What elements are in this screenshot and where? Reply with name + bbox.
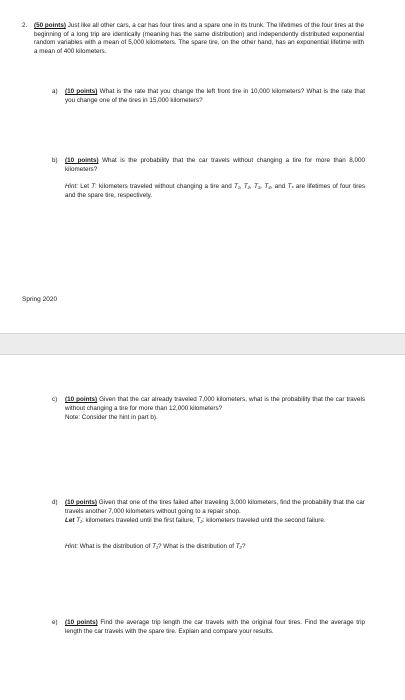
part-d-hint-label: Hint: [65, 543, 78, 550]
part-a [65, 88, 365, 105]
part-e [65, 619, 365, 636]
part-d-let-var1: T₁ [76, 517, 83, 524]
part-d-let-var2: T₂ [196, 517, 203, 524]
part-b-hint-label: Hint: [65, 183, 78, 190]
problem-statement [34, 22, 364, 56]
part-d-let-label: Let [65, 517, 75, 524]
part-d [65, 499, 365, 516]
part-a-text: What is the rate that you change the left front tire in 10,000 kilometers? What is the rate that you change one of the tires in 15,000 kilometers? [65, 88, 365, 104]
part-b-hint [65, 183, 365, 200]
part-a-label: a) [52, 88, 58, 95]
part-d-hint-text2: ? What is the distribution of [158, 543, 234, 550]
part-b-hint-text-2: : kilometers traveled without changing a tire and [95, 183, 232, 190]
part-d-hint-text1: What is the distribution of [79, 543, 151, 550]
part-b-label: b) [52, 157, 58, 164]
part-d-let [65, 517, 365, 526]
part-d-let-text2: : kilometers traveled until the second failure. [202, 517, 326, 524]
part-c [65, 396, 365, 413]
page-break [0, 333, 405, 355]
part-d-text: Given that one of the tires failed after traveling 3,000 kilometers, find the probability that the car travels another 7,000 kilometers without going to a repair shop. [65, 499, 365, 515]
part-b-text: What is the probability that the car travels without changing a tire for more than 8,000 kilometers? [65, 157, 365, 173]
part-b [65, 157, 365, 174]
part-d-points: (10 points) [65, 499, 97, 506]
part-d-hint [65, 543, 365, 552]
part-c-note: Note: Consider the hint in part b). [65, 414, 158, 421]
part-e-text: Find the average trip length the car travels with the original four tires. Find the average trip length the car travels with the spare tire. Explain and compare your results. [65, 619, 365, 635]
part-c-label: c) [52, 396, 58, 403]
page-1 [0, 0, 405, 333]
part-d-hint-var1: T₁ [152, 543, 158, 550]
part-d-hint-var2: T₂ [235, 543, 242, 550]
part-d-hint-text3: ? [241, 543, 246, 550]
part-c-text: Given that the car already traveled 7,000 kilometers, what is the probability that the car travels without changing a tire for more than 12,000 kilometers? [65, 396, 365, 412]
page-2 [0, 355, 405, 700]
part-a-points: (10 points) [65, 88, 98, 95]
part-b-hint-vars: T₁, T₂, T₃, T₄, [234, 183, 273, 190]
part-e-points: (10 points) [65, 619, 98, 626]
part-b-hint-var: T [91, 183, 96, 190]
part-c-points: (10 points) [65, 396, 98, 403]
problem-number: 2. [22, 22, 28, 29]
part-b-hint-text-1: Let [80, 183, 89, 190]
part-d-label: d) [52, 499, 58, 506]
part-b-hint-text-3: are lifetimes of four tires and the spare tire, respectively. [65, 183, 366, 199]
part-b-points: (10 points) [65, 157, 99, 164]
problem-points: (50 points) [34, 22, 66, 29]
problem-text: Just like all other cars, a car has four tires and a spare one in its trunk. The lifetimes of the four tires at the beginning of a long trip are identically (meaning has the same distribution) and independently distributed exponential random variables with a mean of 5,000 kilometers. The spare tire, on the other hand, has an exponential lifetime with a mean of 400 kilometers. [34, 22, 364, 55]
part-d-let-text1: : kilometers traveled until the first failure, [82, 517, 195, 524]
part-b-hint-var-s: Tₛ [287, 183, 294, 190]
page-footer: Spring 2020 [22, 296, 58, 303]
part-e-label: e) [52, 619, 58, 626]
part-b-hint-and: and [274, 183, 286, 190]
